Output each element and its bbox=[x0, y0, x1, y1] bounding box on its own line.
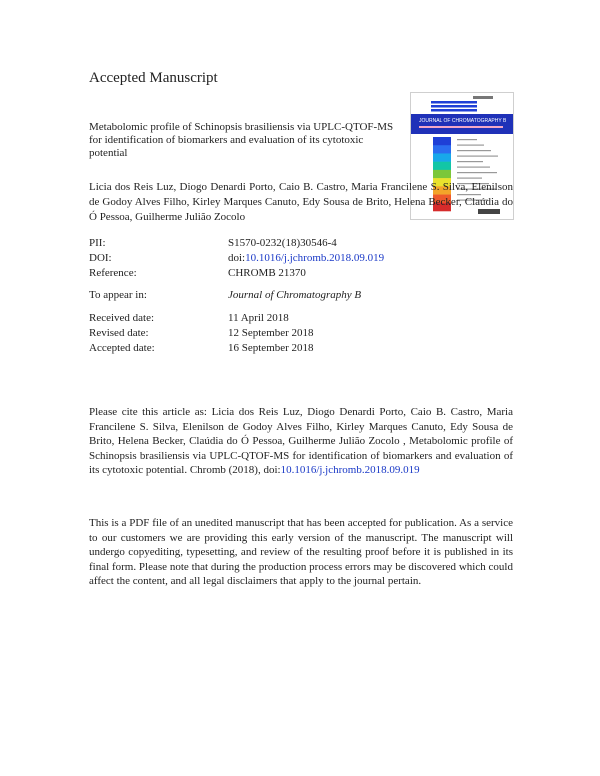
cover-blue-bar bbox=[431, 101, 477, 104]
received-date-value: 11 April 2018 bbox=[228, 312, 289, 324]
doi-value bbox=[228, 252, 384, 265]
revised-date-label: Revised date: bbox=[89, 327, 149, 339]
cover-blue-bar bbox=[431, 105, 477, 108]
disclaimer-paragraph: This is a PDF file of an unedited manuscript that has been accepted for publication. As a service to our customers we are providing this early version of the manuscript. The manuscript will undergo copyediting, typesetting, and review of the resulting proof before it is published in its final form. Please note that during the production process errors may be discovered which could affect the content, and all legal disclaimers that apply to the journal pertain. bbox=[89, 517, 513, 588]
accepted-date-label: Accepted date: bbox=[89, 342, 155, 354]
appear-in-label: To appear in: bbox=[89, 289, 147, 301]
cover-blue-bar bbox=[431, 109, 477, 112]
accepted-date-value: 16 September 2018 bbox=[228, 342, 314, 354]
received-date-label: Received date: bbox=[89, 312, 155, 324]
cover-text-line bbox=[457, 167, 490, 168]
cover-blue-bars bbox=[431, 101, 477, 112]
revised-date-value: 12 September 2018 bbox=[228, 327, 314, 339]
pii-value: S1570-0232(18)30546-4 bbox=[228, 237, 337, 249]
reference-value: CHROMB 21370 bbox=[228, 267, 306, 279]
citation-text: Please cite this article as: Licia dos Reis Luz, Diogo Denardi Porto, Caio B. Castro, Maria Francilene S. Silva, Elenilson de Godoy Alves Filho, Kirley Marques Canuto, Edy Sousa de Brito, Helena Becker, Claúdia do Ó Pessoa, Guilherme Julião Zocolo , Metabolomic profile of Schinopsis brasiliensis via UPLC-QTOF-MS for identification of biomarkers and evaluation of its cytotoxic potential. Chromb (2018), doi: bbox=[89, 406, 513, 477]
article-title: Metabolomic profile of Schinopsis brasiliensis via UPLC-QTOF-MS for identification of biomarkers and evaluation of its cytotoxic potential bbox=[89, 121, 394, 159]
citation-doi-link[interactable]: 10.1016/j.jchromb.2018.09.019 bbox=[280, 464, 420, 477]
cover-volume-mark bbox=[473, 96, 493, 99]
citation-paragraph bbox=[89, 405, 513, 478]
author-list: Licia dos Reis Luz, Diogo Denardi Porto, Caio B. Castro, Maria Francilene S. Silva, Elenilson de Godoy Alves Filho, Kirley Marques Canuto, Edy Sousa de Brito, Helena Becker, Claúdia do Ó Pessoa, Guilherme Julião Zocolo bbox=[89, 181, 513, 223]
cover-color-band bbox=[433, 170, 451, 179]
cover-journal-name: JOURNAL OF CHROMATOGRAPHY B bbox=[419, 118, 507, 124]
cover-text-line bbox=[457, 139, 477, 140]
cover-color-band bbox=[433, 153, 451, 162]
cover-text-line bbox=[457, 172, 497, 173]
cover-title-band bbox=[411, 114, 513, 134]
cover-text-line bbox=[457, 178, 482, 179]
doi-prefix: doi: bbox=[228, 252, 246, 264]
cover-text-line bbox=[457, 161, 483, 162]
reference-label: Reference: bbox=[89, 267, 137, 279]
cover-color-band bbox=[433, 145, 451, 154]
cover-text-line bbox=[457, 145, 484, 146]
page-heading: Accepted Manuscript bbox=[89, 70, 218, 86]
cover-subtitle-mark bbox=[419, 126, 503, 128]
pii-label: PII: bbox=[89, 237, 106, 249]
doi-label: DOI: bbox=[89, 252, 112, 264]
journal-name: Journal of Chromatography B bbox=[228, 289, 362, 301]
cover-color-band bbox=[433, 162, 451, 171]
cover-text-line bbox=[457, 156, 498, 157]
cover-color-band bbox=[433, 137, 451, 146]
cover-text-line bbox=[457, 150, 491, 151]
doi-link[interactable]: 10.1016/j.jchromb.2018.09.019 bbox=[245, 252, 385, 264]
